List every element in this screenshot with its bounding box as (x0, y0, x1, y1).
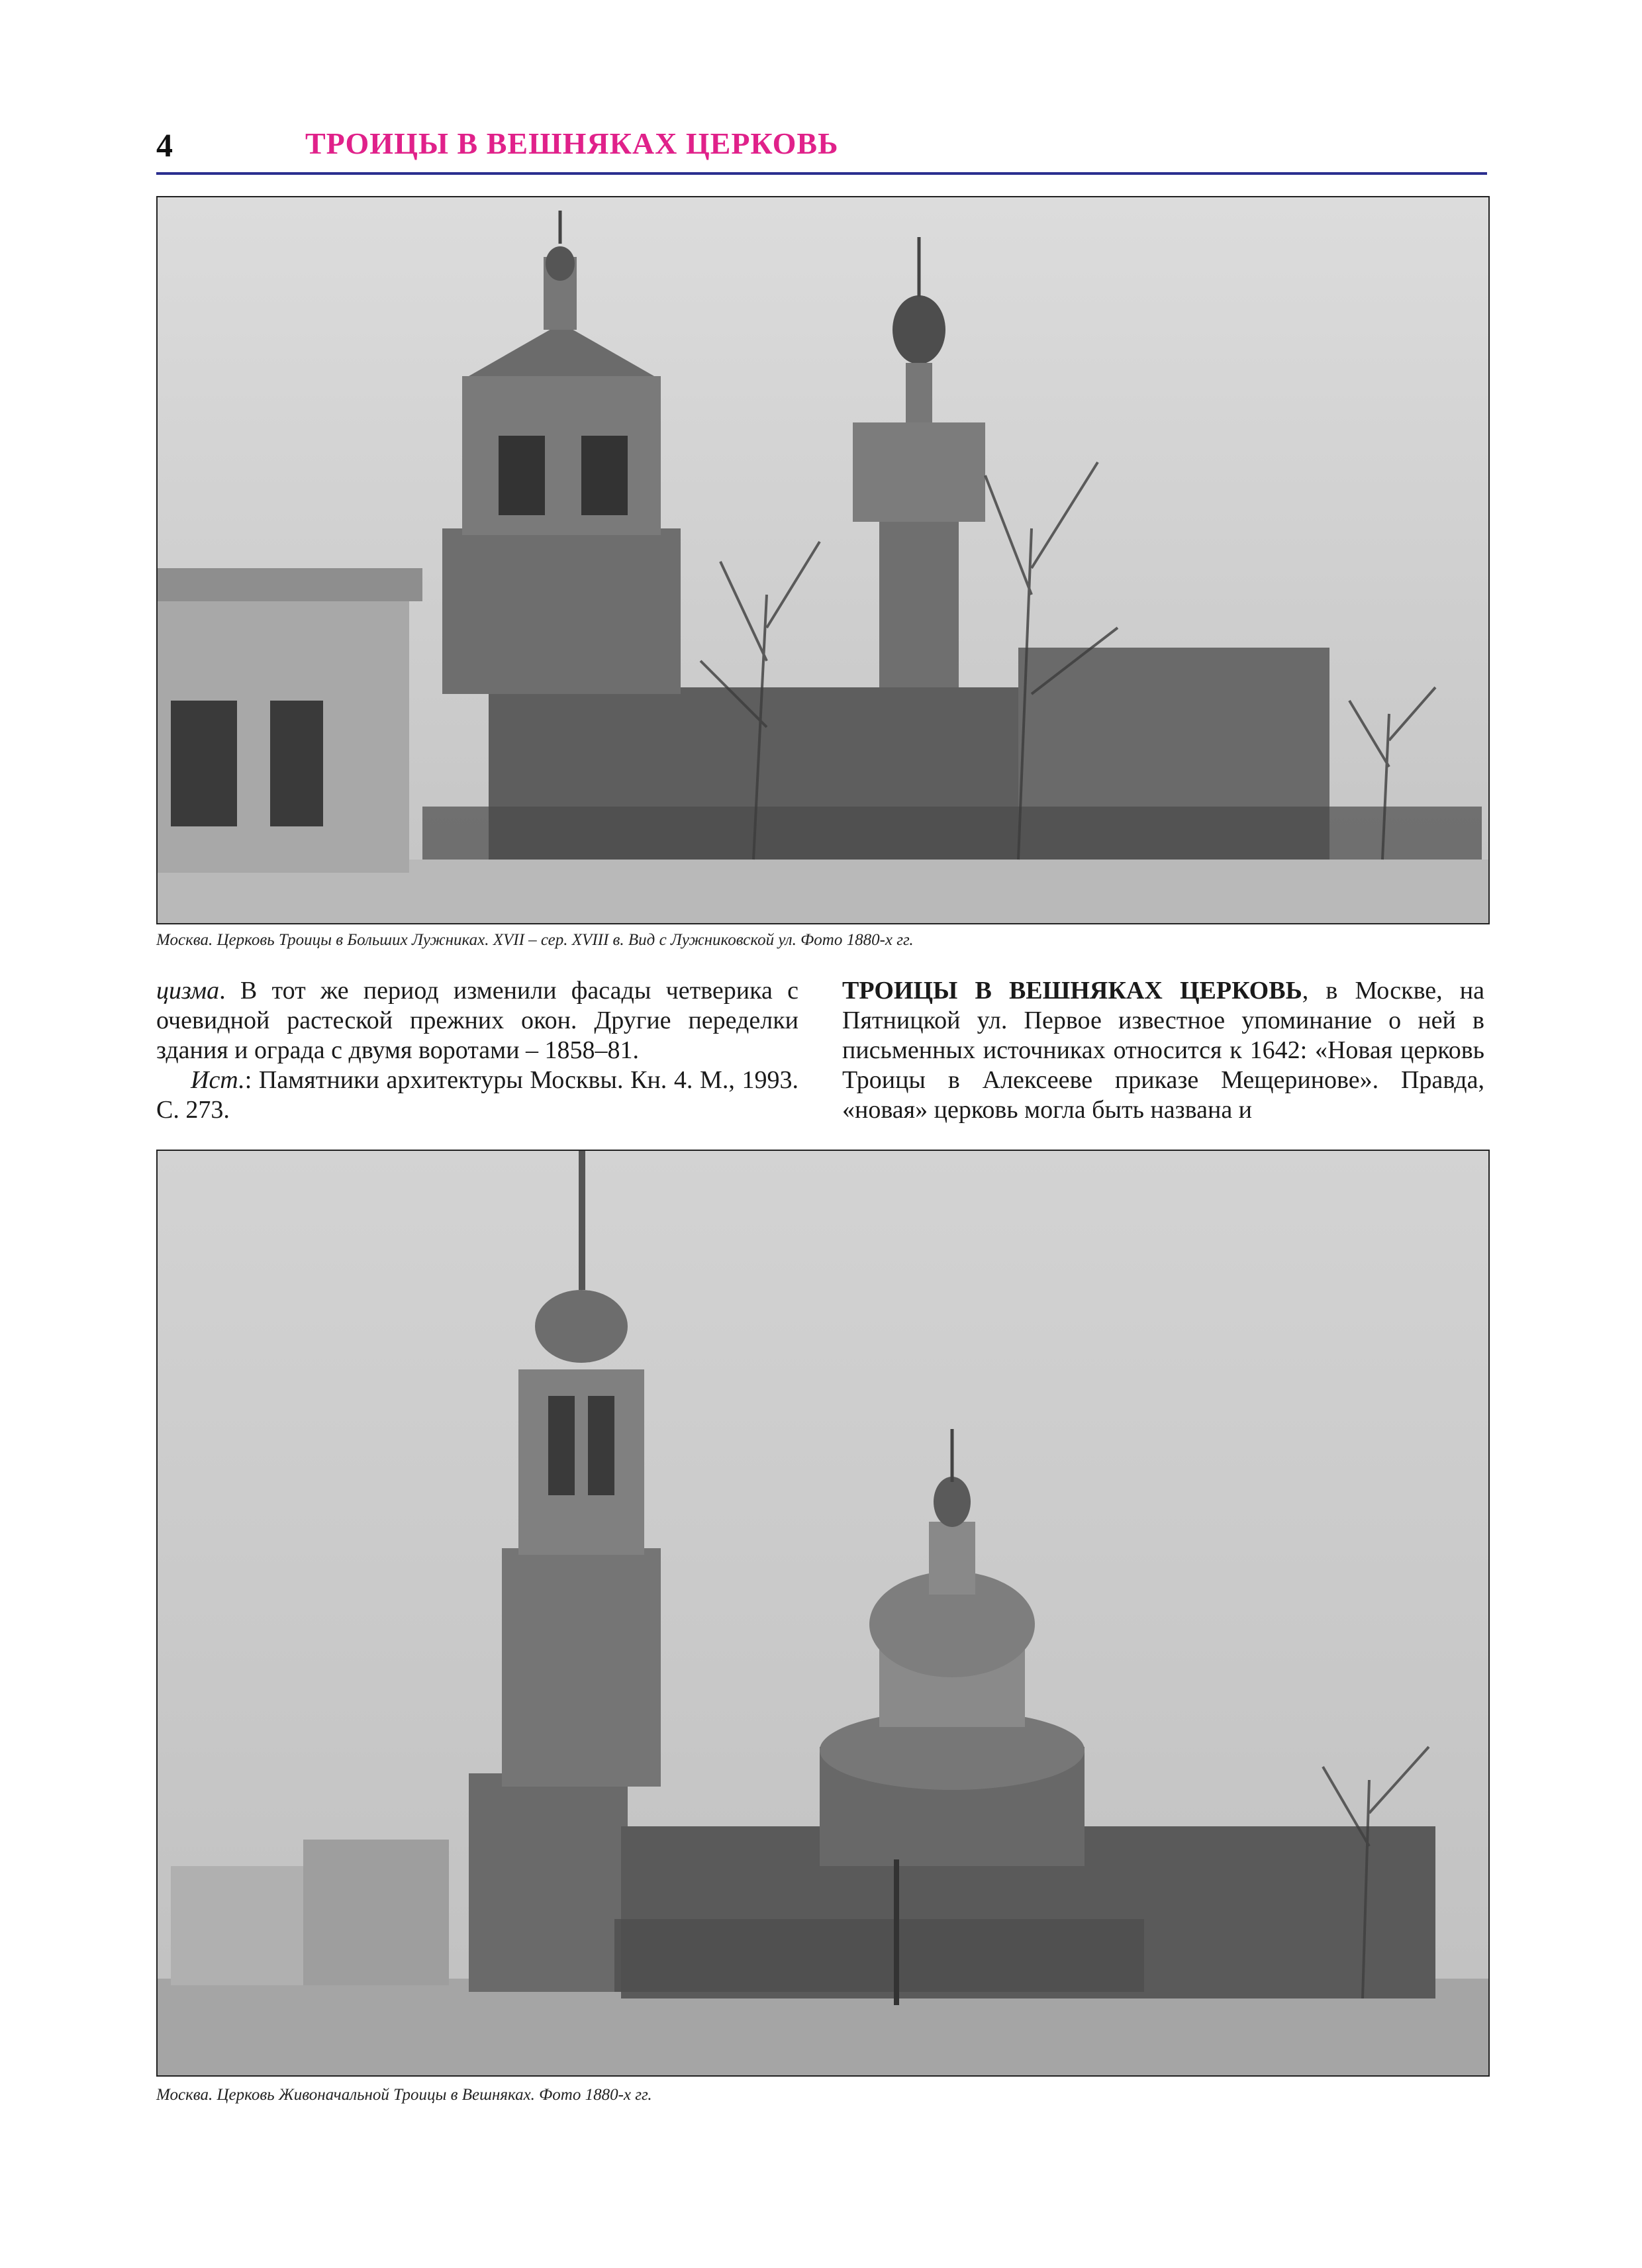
figure-caption: Москва. Церковь Живоначальной Троицы в Вешняках. Фото 1880-х гг. (156, 2086, 652, 2104)
text-column-right (842, 976, 1484, 1125)
figure-caption: Москва. Церковь Троицы в Больших Лужниках. XVII – сер. XVIII в. Вид с Лужниковской ул. Фото 1880-х гг. (156, 931, 914, 949)
paragraph-text: . В тот же период изменили фасады четверика с очевидной растеской прежних окон. Другие переделки здания и ограда с двумя воротами – 1858–81. (156, 977, 798, 1064)
paragraph-text: : Памятники архитектуры Москвы. Кн. 4. М., 1993. С. 273. (156, 1066, 798, 1124)
paragraph (156, 976, 798, 1065)
photo-church-veshnyaki (156, 1150, 1490, 2077)
source-reference (156, 1065, 798, 1125)
paragraph (842, 976, 1484, 1125)
italic-lead: цизма (156, 977, 220, 1005)
paragraph-text: , в Москве, на Пятницкой ул. Первое известное упоминание о ней в письменных источниках относится к 1642: «Новая церковь Троицы в Алексееве приказе Мещеринове». Правда, «новая» церковь могла быть названа и (842, 977, 1484, 1124)
entry-title: ТРОИЦЫ В ВЕШНЯКАХ ЦЕРКОВЬ (842, 977, 1302, 1005)
page-header (156, 126, 1487, 172)
running-title: ТРОИЦЫ В ВЕШНЯКАХ ЦЕРКОВЬ (305, 126, 839, 160)
header-rule (156, 172, 1487, 175)
italic-lead: Ист. (191, 1066, 245, 1094)
text-column-left (156, 976, 798, 1125)
page-number: 4 (156, 126, 173, 164)
photo-church-luzhniki (156, 196, 1490, 924)
